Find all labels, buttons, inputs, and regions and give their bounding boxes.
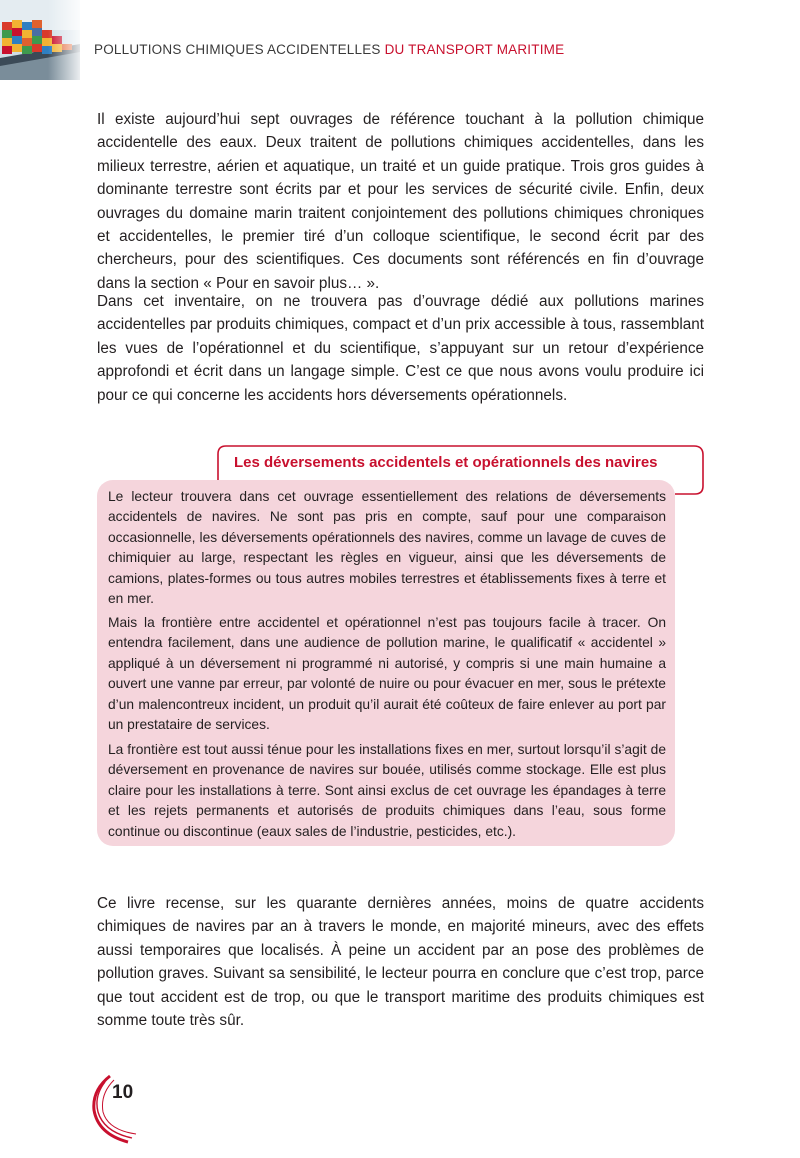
sidebar-paragraph-3: La frontière est tout aussi ténue pour les installations fixes en mer, surtout lorsqu’il s’agit de déversement en provenance de navires sur bouée, utilisés comme stockage. Elle est plus claire pour les installations à terre. Sont ainsi exclus de cet ouvrage les épandages à terre et les rejets permanents et autorisés de produits chimiques dans l’eau, sous forme continue ou discontinue (eaux sales de l’industrie, pesticides, etc.). — [108, 742, 666, 839]
sidebar-box-outline — [0, 0, 800, 520]
body-paragraph-1: Il existe aujourd’hui sept ouvrages de référence touchant à la pollution chimique accidentelle des eaux. Deux traitent de pollutions chimiques accidentelles, dans les milieux terrestre, aérien et aquatique, un traité et un guide pratique. Trois gros guides à dominante terrestre sont écrits par et pour les services de sécurité civile. Enfin, deux ouvrages du domaine marin traitent conjointement des pollutions chimiques chroniques et accidentelles, le premier tiré d’un colloque scientifique, le second écrit par des chercheurs, pour des scientifiques. Ces documents sont référencés en fin d’ouvrage dans la section « Pour en savoir plus… ». — [97, 111, 704, 292]
running-head-title: POLLUTIONS CHIMIQUES ACCIDENTELLES — [94, 42, 381, 57]
sidebar-box-title: Les déversements accidentels et opérationnels des navires — [234, 454, 658, 471]
sidebar-paragraph-2: Mais la frontière entre accidentel et opérationnel n’est pas toujours facile à tracer. On entendra facilement, dans une audience de pollution marine, le qualificatif « accidentel » appliqué à un déversement ni programmé ni autorisé, y compris si une main humaine a ouvert une vanne par erreur, par volonté de nuire ou pour évacuer en mer, sous le prétexte d’un malencontreux incident, un produit qu’il aurait été coûteux de faire enlever au port par un prestataire de services. — [108, 615, 666, 733]
page-number: 10 — [112, 1082, 134, 1103]
body-paragraph-2: Dans cet inventaire, on ne trouvera pas d’ouvrage dédié aux pollutions marines accidentelles par produits chimiques, compact et d’un prix accessible à tous, rassemblant les vues de l’opérationnel et du scientifique, s’appuyant sur un retour d’expérience approfondi et écrit dans un langage simple. C’est ce que nous avons voulu produire ici pour ce qui concerne les accidents hors déversements opérationnels. — [97, 293, 704, 404]
sidebar-paragraph-1: Le lecteur trouvera dans cet ouvrage essentiellement des relations de déversements accidentels de navires. Ne sont pas pris en compte, sauf pour une comparaison occasionnelle, les déversements opérationnels des navires, comme un lavage de cuves de chimiquier au large, respectant les règles en vigueur, ainsi que les déversements de camions, plates-formes ou tous autres mobiles terrestres et établissements fixes à terre et en mer. — [108, 489, 666, 607]
body-paragraph-3: Ce livre recense, sur les quarante dernières années, moins de quatre accidents chimiques de navires par an à travers le monde, en majorité mineurs, avec des effets aussi temporaires que localisés. À peine un accident par an pose des problèmes de pollution graves. Suivant sa sensibilité, le lecteur pourra en conclure que c’est trop, parce que tout accident est de trop, ou que le transport maritime des produits chimiques est somme toute très sûr. — [97, 895, 704, 1030]
running-head-subtitle: DU TRANSPORT MARITIME — [384, 42, 565, 57]
